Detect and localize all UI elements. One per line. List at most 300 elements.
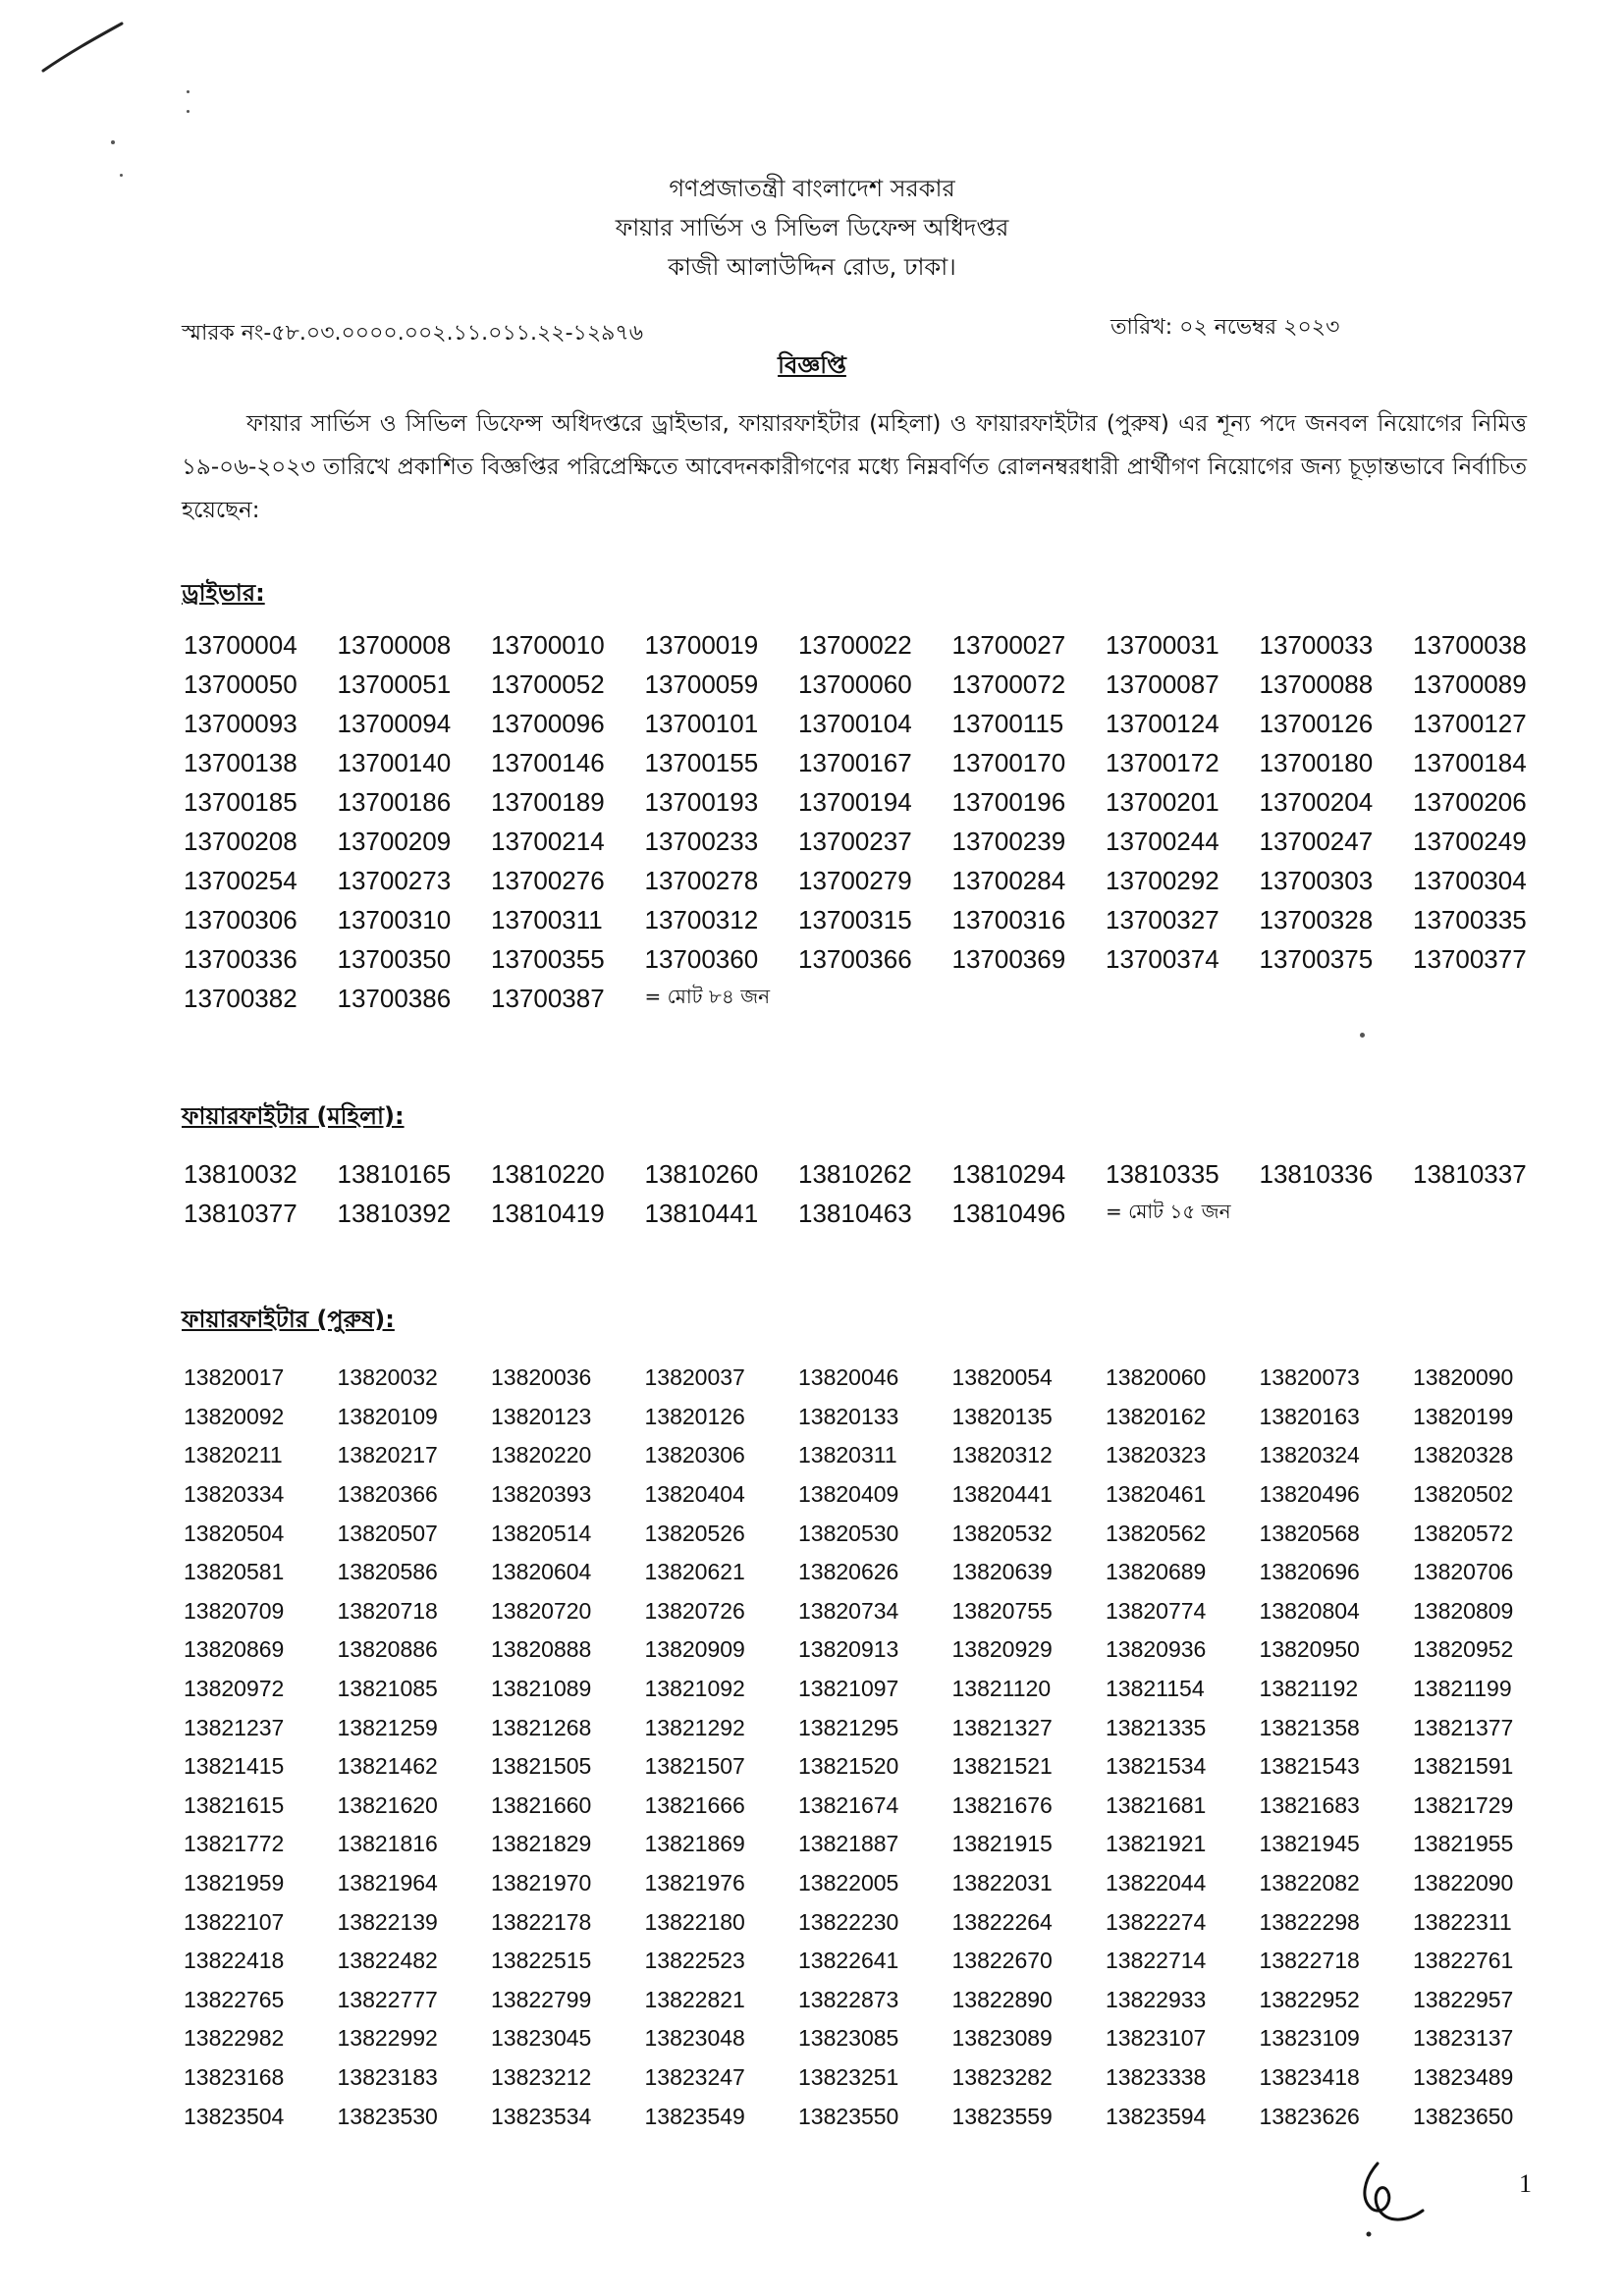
notice-body: ফায়ার সার্ভিস ও সিভিল ডিফেন্স অধিদপ্তরে ড্রাইভার, ফায়ারফাইটার (মহিলা) ও ফায়ারফাইটার (পুরুষ) এর শূন্য পদে জনবল নিয়োগের নিমিত্ত ১৯-০৬-২০২৩ তারিখে প্রকাশিত বিজ্ঞপ্তির পরিপ্রেক্ষিতে আবেদনকারীগণের মধ্যে নিম্নবর্ণিত রোলনম্বরধারী প্রার্থীগণ নিয়োগের জন্য চূড়ান্তভাবে নির্বাচিত হয়েছেন: [182,411,1527,523]
roll-number: 13700374 [1106,943,1219,974]
roll-number: 13700060 [798,668,912,699]
roll-number: 13820199 [1413,1403,1514,1429]
roll-number: 13700306 [184,904,298,934]
roll-number: 13822523 [644,1948,745,1974]
roll-number: 13810262 [798,1158,912,1189]
roll-number: 13700273 [337,865,452,895]
roll-number: 13820135 [951,1403,1053,1429]
roll-number: 13820952 [1413,1636,1514,1663]
roll-number: 13810441 [644,1198,759,1228]
roll-number: 13820514 [491,1520,592,1546]
roll-number: 13810496 [951,1198,1066,1228]
roll-number: 13700303 [1259,865,1374,895]
roll-number: 13700254 [184,865,298,895]
roll-number: 13822418 [184,1948,285,1974]
roll-number: 13820037 [644,1364,745,1391]
roll-number: 13823089 [951,2025,1053,2052]
roll-row [184,1981,1567,2020]
roll-number: 13820073 [1259,1364,1360,1391]
roll-number: 13820639 [951,1559,1053,1585]
roll-number: 13821666 [644,1791,745,1818]
roll-number: 13820036 [491,1364,592,1391]
roll-number: 13820774 [1106,1597,1207,1624]
roll-number: 13810335 [1106,1158,1219,1189]
roll-number: 13700316 [951,904,1066,934]
roll-list-firefighter-male [184,1359,1567,2136]
roll-number: 13820809 [1413,1597,1514,1624]
roll-number: 13700350 [337,943,452,974]
roll-row [184,704,1567,743]
roll-number: 13823559 [951,2103,1053,2129]
roll-number: 13700360 [644,943,759,974]
roll-number: 13820604 [491,1559,592,1585]
roll-number: 13700249 [1413,826,1527,856]
roll-number: 13820626 [798,1559,899,1585]
roll-number: 13822090 [1413,1870,1514,1896]
roll-number: 13822044 [1106,1870,1207,1896]
roll-row [184,900,1567,939]
roll-number: 13820726 [644,1597,745,1624]
roll-number: 13700201 [1106,786,1219,817]
roll-number: 13820586 [337,1559,438,1585]
roll-number: 13823534 [491,2103,592,2129]
roll-number: 13820689 [1106,1559,1207,1585]
roll-number: 13821462 [337,1753,438,1780]
roll-number: 13820441 [951,1481,1053,1508]
roll-number: 13822765 [184,1986,285,2012]
roll-number: 13700072 [951,668,1066,699]
roll-number: 13821591 [1413,1753,1514,1780]
roll-number: 13822992 [337,2025,438,2052]
roll-number: 13823048 [644,2025,745,2052]
roll-number: 13700375 [1259,943,1374,974]
roll-number: 13700279 [798,865,912,895]
roll-row [184,1514,1567,1553]
roll-number: 13822641 [798,1948,899,1974]
roll-number: 13700104 [798,708,912,738]
roll-number: 13822714 [1106,1948,1207,1974]
roll-number: 13700244 [1106,826,1219,856]
roll-number: 13820461 [1106,1481,1207,1508]
roll-number: 13820217 [337,1442,438,1468]
roll-number: 13822482 [337,1948,438,1974]
roll-number: 13823137 [1413,2025,1514,2052]
roll-number: 13700184 [1413,747,1527,777]
roll-number: 13820211 [184,1442,283,1468]
roll-row [184,861,1567,900]
roll-number: 13822777 [337,1986,438,2012]
roll-number: 13700194 [798,786,912,817]
roll-row [184,782,1567,822]
roll-number: 13821358 [1259,1714,1360,1740]
roll-row [184,1825,1567,1864]
roll-number: 13820936 [1106,1636,1207,1663]
roll-number: 13823504 [184,2103,285,2129]
roll-number: 13823530 [337,2103,438,2129]
roll-number: 13700189 [491,786,605,817]
roll-number: 13700096 [491,708,605,738]
roll-number: 13700052 [491,668,605,699]
roll-number: 13820017 [184,1364,285,1391]
roll-number: 13820328 [1413,1442,1514,1468]
roll-number: 13823594 [1106,2103,1207,2129]
roll-number: 13821681 [1106,1791,1207,1818]
roll-number: 13822298 [1259,1908,1360,1935]
roll-number: 13810463 [798,1198,912,1228]
roll-number: 13700312 [644,904,759,934]
roll-row [184,1902,1567,1942]
roll-number: 13822178 [491,1908,592,1935]
roll-number: 13700336 [184,943,298,974]
roll-number: 13820706 [1413,1559,1514,1585]
roll-row [184,1942,1567,1981]
roll-number: 13822957 [1413,1986,1514,2012]
roll-number: 13700292 [1106,865,1219,895]
department-name: ফায়ার সার্ভিস ও সিভিল ডিফেন্স অধিদপ্তর [615,214,1009,241]
notice-title [0,347,1624,387]
roll-number: 13700206 [1413,786,1527,817]
roll-number: 13821945 [1259,1831,1360,1857]
roll-number: 13822031 [951,1870,1053,1896]
roll-number: 13700327 [1106,904,1219,934]
section-total: = মোট ১৫ জন [1106,1199,1231,1223]
roll-number: 13821772 [184,1831,285,1857]
roll-number: 13821154 [1106,1676,1205,1702]
roll-number: 13821192 [1259,1676,1359,1702]
roll-number: 13820409 [798,1481,899,1508]
roll-number: 13700310 [337,904,452,934]
roll-number: 13822890 [951,1986,1053,2012]
roll-number: 13822230 [798,1908,899,1935]
roll-number: 13700059 [644,668,759,699]
roll-number: 13823107 [1106,2025,1207,2052]
section-heading-firefighter-female: ফায়ারফাইটার (মহিলা): [182,1102,405,1130]
roll-number: 13700004 [184,629,298,660]
signature [1350,2152,1429,2240]
roll-number: 13820366 [337,1481,438,1508]
roll-number: 13810260 [644,1158,759,1189]
roll-number: 13822180 [644,1908,745,1935]
roll-number: 13822982 [184,2025,285,2052]
roll-number: 13823549 [644,2103,745,2129]
roll-number: 13821521 [951,1753,1053,1780]
roll-number: 13820060 [1106,1364,1207,1391]
roll-number: 13700386 [337,983,452,1013]
roll-number: 13821921 [1106,1831,1207,1857]
roll-number: 13700146 [491,747,605,777]
roll-number: 13810392 [337,1198,452,1228]
roll-number: 13821964 [337,1870,438,1896]
roll-number: 13820312 [951,1442,1053,1468]
roll-number: 13823045 [491,2025,592,2052]
roll-number: 13700315 [798,904,912,934]
roll-number: 13821869 [644,1831,745,1857]
roll-number: 13820572 [1413,1520,1514,1546]
roll-number: 13820972 [184,1676,285,1702]
roll-number: 13820496 [1259,1481,1360,1508]
government-name: গণপ্রজাতন্ত্রী বাংলাদেশ সরকার [669,175,955,202]
roll-number: 13700138 [184,747,298,777]
roll-number: 13820621 [644,1559,745,1585]
roll-number: 13700214 [491,826,605,856]
roll-number: 13822082 [1259,1870,1360,1896]
roll-row [184,822,1567,861]
roll-row [184,743,1567,782]
roll-number: 13822139 [337,1908,438,1935]
roll-number: 13700185 [184,786,298,817]
roll-number: 13821683 [1259,1791,1360,1818]
roll-number: 13700180 [1259,747,1374,777]
roll-number: 13822005 [798,1870,899,1896]
roll-number: 13822107 [184,1908,285,1935]
roll-number: 13823183 [337,2063,438,2090]
roll-number: 13821976 [644,1870,745,1896]
roll-number: 13820526 [644,1520,745,1546]
roll-number: 13822799 [491,1986,592,2012]
roll-row [184,1747,1567,1787]
roll-number: 13810419 [491,1198,605,1228]
roll-number: 13700377 [1413,943,1527,974]
roll-number: 13700008 [337,629,452,660]
pen-stroke-mark [39,20,128,79]
roll-row [184,979,1567,1018]
roll-number: 13821268 [491,1714,592,1740]
roll-number: 13822670 [951,1948,1053,1974]
roll-number: 13822311 [1413,1908,1512,1935]
roll-number: 13700140 [337,747,452,777]
roll-number: 13820163 [1259,1403,1360,1429]
roll-number: 13820909 [644,1636,745,1663]
roll-number: 13700087 [1106,668,1219,699]
roll-number: 13700355 [491,943,605,974]
roll-number: 13821915 [951,1831,1053,1857]
roll-number: 13700276 [491,865,605,895]
roll-number: 13810377 [184,1198,298,1228]
section-heading-firefighter-male: ফায়ারফাইটার (পুরুষ): [182,1306,395,1333]
roll-number: 13821829 [491,1831,592,1857]
office-address: কাজী আলাউদ্দিন রোড, ঢাকা। [668,253,956,281]
roll-number: 13820162 [1106,1403,1207,1429]
roll-number: 13700311 [491,904,603,934]
roll-number: 13820530 [798,1520,899,1546]
roll-number: 13700237 [798,826,912,856]
roll-number: 13820581 [184,1559,285,1585]
roll-number: 13820913 [798,1636,899,1663]
roll-number: 13821327 [951,1714,1053,1740]
roll-number: 13821970 [491,1870,592,1896]
roll-number: 13820886 [337,1636,438,1663]
roll-number: 13821543 [1259,1753,1360,1780]
roll-number: 13820929 [951,1636,1053,1663]
roll-number: 13820718 [337,1597,438,1624]
roll-number: 13700019 [644,629,759,660]
roll-number: 13700382 [184,983,298,1013]
roll-number: 13820323 [1106,1442,1207,1468]
roll-number: 13821092 [644,1676,745,1702]
roll-number: 13810220 [491,1158,605,1189]
roll-number: 13700127 [1413,708,1527,738]
section-total: = মোট ৮৪ জন [644,984,771,1008]
roll-list-driver [184,625,1567,1018]
roll-number: 13821377 [1413,1714,1514,1740]
roll-number: 13820032 [337,1364,438,1391]
roll-number: 13810337 [1413,1158,1527,1189]
roll-number: 13700335 [1413,904,1527,934]
roll-row [184,2019,1567,2058]
roll-number: 13821534 [1106,1753,1207,1780]
scan-speck [187,90,189,93]
roll-number: 13820562 [1106,1520,1207,1546]
roll-number: 13820532 [951,1520,1053,1546]
roll-number: 13700089 [1413,668,1527,699]
roll-number: 13821292 [644,1714,745,1740]
roll-number: 13820507 [337,1520,438,1546]
roll-number: 13821415 [184,1753,285,1780]
roll-number: 13700186 [337,786,452,817]
roll-number: 13700094 [337,708,452,738]
roll-row [184,1398,1567,1437]
roll-number: 13820324 [1259,1442,1360,1468]
roll-number: 13821097 [798,1676,899,1702]
roll-number: 13820950 [1259,1636,1360,1663]
roll-number: 13820734 [798,1597,899,1624]
roll-number: 13823212 [491,2063,592,2090]
roll-number: 13700278 [644,865,759,895]
roll-number: 13700284 [951,865,1066,895]
roll-number: 13822274 [1106,1908,1207,1935]
roll-row [184,665,1567,704]
roll-number: 13820133 [798,1403,899,1429]
roll-number: 13700010 [491,629,605,660]
roll-number: 13822761 [1413,1948,1514,1974]
roll-number: 13822515 [491,1948,592,1974]
roll-number: 13700304 [1413,865,1527,895]
roll-number: 13821259 [337,1714,438,1740]
roll-number: 13821199 [1413,1676,1512,1702]
roll-number: 13700022 [798,629,912,660]
roll-number: 13810032 [184,1158,298,1189]
roll-number: 13700093 [184,708,298,738]
roll-number: 13823418 [1259,2063,1360,2090]
roll-number: 13700328 [1259,904,1374,934]
roll-number: 13700366 [798,943,912,974]
roll-row [184,1194,1567,1233]
roll-number: 13822718 [1259,1948,1360,1974]
roll-number: 13822873 [798,1986,899,2012]
roll-row [184,1787,1567,1826]
roll-number: 13821660 [491,1791,592,1818]
roll-number: 13820220 [491,1442,592,1468]
roll-number: 13700247 [1259,826,1374,856]
roll-number: 13821520 [798,1753,899,1780]
roll-number: 13700050 [184,668,298,699]
roll-number: 13821295 [798,1714,899,1740]
roll-number: 13820888 [491,1636,592,1663]
roll-number: 13820502 [1413,1481,1514,1508]
roll-row [184,2058,1567,2098]
roll-number: 13821505 [491,1753,592,1780]
roll-number: 13823168 [184,2063,285,2090]
roll-number: 13820393 [491,1481,592,1508]
issue-date: তারিখ: ০২ নভেম্বর ২০২৩ [1110,315,1340,340]
roll-number: 13821816 [337,1831,438,1857]
roll-number: 13822952 [1259,1986,1360,2012]
scan-speck [187,110,189,113]
roll-number: 13820054 [951,1364,1053,1391]
roll-number: 13700155 [644,747,759,777]
roll-number: 13820092 [184,1403,285,1429]
roll-number: 13810294 [951,1158,1066,1189]
roll-number: 13700196 [951,786,1066,817]
roll-number: 13823550 [798,2103,899,2129]
roll-row [184,939,1567,979]
roll-number: 13820869 [184,1636,285,1663]
roll-number: 13820109 [337,1403,438,1429]
document-header [0,169,1624,287]
roll-number: 13823247 [644,2063,745,2090]
roll-number: 13822933 [1106,1986,1207,2012]
roll-number: 13823626 [1259,2103,1360,2129]
roll-number: 13823338 [1106,2063,1207,2090]
roll-number: 13820504 [184,1520,285,1546]
roll-list-firefighter-female [184,1154,1567,1233]
roll-number: 13820126 [644,1403,745,1429]
roll-number: 13820709 [184,1597,285,1624]
roll-number: 13820123 [491,1403,592,1429]
roll-number: 13820090 [1413,1364,1514,1391]
roll-number: 13821959 [184,1870,285,1896]
roll-number: 13821729 [1413,1791,1514,1818]
roll-number: 13700027 [951,629,1066,660]
roll-row [184,1708,1567,1747]
roll-number: 13821335 [1106,1714,1207,1740]
roll-row [184,1436,1567,1475]
roll-number: 13821237 [184,1714,285,1740]
roll-number: 13821085 [337,1676,438,1702]
scan-speck [111,140,115,144]
roll-number: 13700369 [951,943,1066,974]
roll-number: 13822264 [951,1908,1053,1935]
section-heading-driver: ড্রাইভার: [182,579,265,607]
roll-number: 13820696 [1259,1559,1360,1585]
roll-row [184,1154,1567,1194]
roll-number: 13821507 [644,1753,745,1780]
roll-number: 13823650 [1413,2103,1514,2129]
roll-row [184,1359,1567,1398]
page-number: 1 [1519,2169,1532,2198]
roll-number: 13821615 [184,1791,285,1818]
roll-number: 13810165 [337,1158,452,1189]
roll-number: 13700209 [337,826,452,856]
roll-number: 13700172 [1106,747,1219,777]
roll-number: 13700038 [1413,629,1527,660]
roll-number: 13700088 [1259,668,1374,699]
roll-number: 13700239 [951,826,1066,856]
roll-number: 13700033 [1259,629,1374,660]
roll-number: 13700101 [644,708,759,738]
roll-number: 13821955 [1413,1831,1514,1857]
roll-number: 13700126 [1259,708,1374,738]
roll-number: 13823282 [951,2063,1053,2090]
roll-number: 13700387 [491,983,605,1013]
roll-number: 13700031 [1106,629,1219,660]
roll-number: 13823109 [1259,2025,1360,2052]
roll-number: 13821887 [798,1831,899,1857]
roll-number: 13821676 [951,1791,1053,1818]
roll-row [184,1630,1567,1670]
roll-number: 13820568 [1259,1520,1360,1546]
roll-row [184,625,1567,665]
